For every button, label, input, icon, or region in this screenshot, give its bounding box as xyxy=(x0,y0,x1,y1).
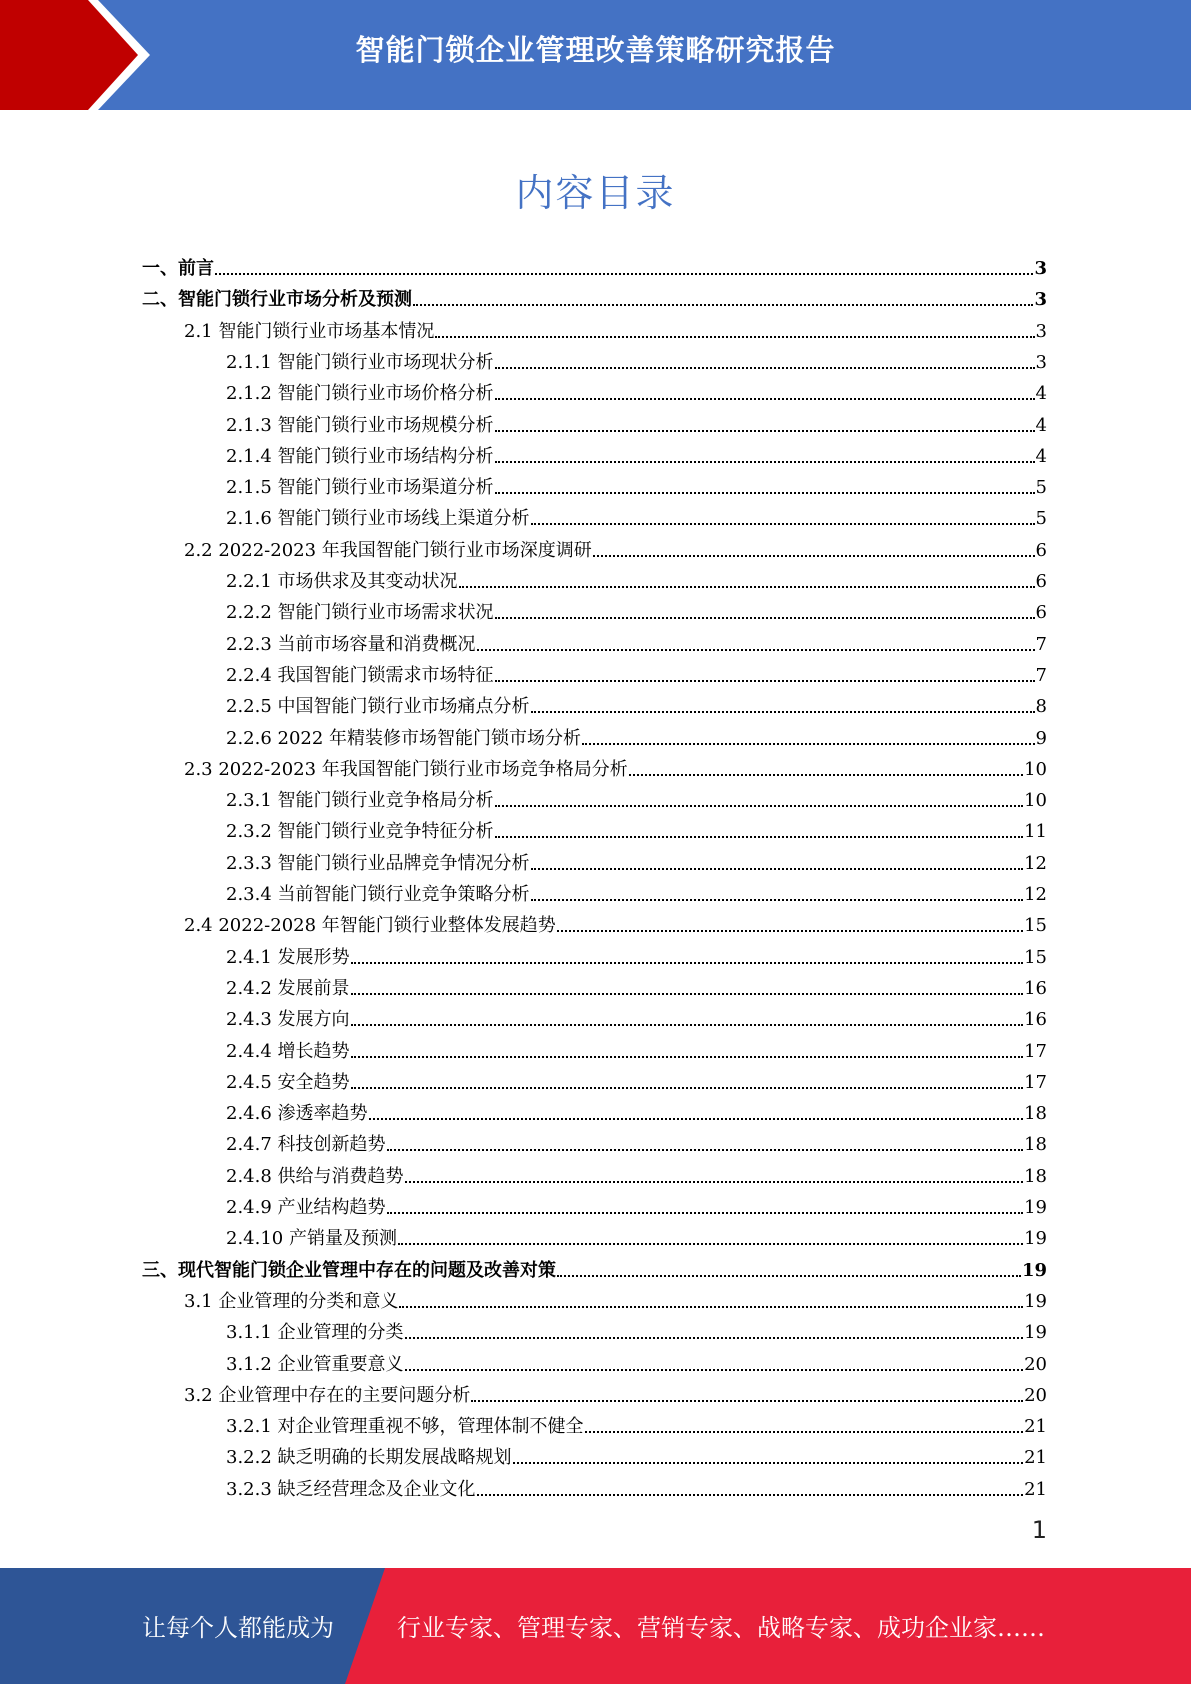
toc-entry-page: 15 xyxy=(1024,915,1047,937)
toc-entry[interactable] xyxy=(226,503,1047,534)
toc-dot-leader xyxy=(495,617,1035,619)
toc-entry[interactable] xyxy=(226,1411,1047,1442)
toc-entry-label: 2.4.1 发展形势 xyxy=(226,946,350,968)
toc-entry-label: 2.1.2 智能门锁行业市场价格分析 xyxy=(226,383,494,405)
toc-dot-leader xyxy=(495,680,1035,682)
toc-entry-page: 18 xyxy=(1024,1103,1047,1125)
toc-dot-leader xyxy=(557,1275,1021,1277)
toc-entry[interactable] xyxy=(226,1317,1047,1348)
toc-entry[interactable] xyxy=(184,1286,1047,1317)
toc-entry-label: 3.1.1 企业管理的分类 xyxy=(226,1322,404,1344)
toc-entry-label: 2.1.5 智能门锁行业市场渠道分析 xyxy=(226,477,494,499)
toc-entry-label: 2.3.4 当前智能门锁行业竞争策略分析 xyxy=(226,884,530,905)
toc-entry-page: 10 xyxy=(1024,790,1047,812)
toc-dot-leader xyxy=(387,1149,1024,1151)
toc-entry-label: 2.4.9 产业结构趋势 xyxy=(226,1197,386,1218)
toc-entry-page: 19 xyxy=(1024,1228,1047,1250)
toc-entry-label: 2.2.1 市场供求及其变动状况 xyxy=(226,571,458,592)
toc-entry[interactable] xyxy=(184,316,1047,347)
footer-banner xyxy=(0,1568,1191,1684)
toc-entry-page: 4 xyxy=(1035,383,1047,405)
toc-entry[interactable] xyxy=(184,1380,1047,1411)
toc-entry[interactable] xyxy=(226,848,1047,879)
toc-entry-page: 3 xyxy=(1034,289,1047,311)
toc-entry-label: 2.2 2022-2023 年我国智能门锁行业市场深度调研 xyxy=(184,539,592,561)
toc-dot-leader xyxy=(495,430,1035,432)
toc-entry[interactable] xyxy=(226,879,1047,910)
toc-entry-label: 2.4.4 增长趋势 xyxy=(226,1040,350,1062)
toc-entry[interactable] xyxy=(226,472,1047,503)
toc-entry-page: 18 xyxy=(1024,1134,1047,1156)
toc-dot-leader xyxy=(477,649,1035,651)
toc-dot-leader xyxy=(495,836,1024,838)
toc-entry-page: 3 xyxy=(1035,351,1047,373)
toc-entry-label: 2.1.1 智能门锁行业市场现状分析 xyxy=(226,351,494,373)
toc-dot-leader xyxy=(495,398,1035,400)
toc-entry-label: 3.1 企业管理的分类和意义 xyxy=(184,1290,399,1312)
toc-entry-label: 2.3 2022-2023 年我国智能门锁行业市场竞争格局分析 xyxy=(184,758,628,780)
toc-entry-label: 二、智能门锁行业市场分析及预测 xyxy=(142,289,412,311)
header-arrow-graphic xyxy=(0,0,160,110)
toc-entry[interactable] xyxy=(226,1223,1047,1254)
footer-slogan-right: 行业专家、管理专家、营销专家、战略专家、成功企业家…… xyxy=(397,1614,1045,1642)
toc-entry-page: 21 xyxy=(1024,1478,1047,1500)
toc-entry[interactable] xyxy=(184,910,1047,941)
toc-entry-page: 19 xyxy=(1024,1290,1047,1312)
toc-dot-leader xyxy=(477,1494,1024,1496)
toc-entry[interactable] xyxy=(226,441,1047,472)
toc-entry[interactable] xyxy=(226,1067,1047,1098)
toc-dot-leader xyxy=(531,868,1024,870)
toc-dot-leader xyxy=(582,743,1034,745)
toc-entry-page: 19 xyxy=(1024,1322,1047,1344)
toc-entry-label: 2.4.2 发展前景 xyxy=(226,977,350,999)
toc-entry-page: 16 xyxy=(1024,977,1047,999)
toc-entry-label: 2.4.7 科技创新趋势 xyxy=(226,1134,386,1156)
toc-entry-page: 15 xyxy=(1024,946,1047,968)
toc-entry[interactable] xyxy=(226,1349,1047,1380)
toc-entry[interactable] xyxy=(226,378,1047,409)
toc-entry[interactable] xyxy=(226,597,1047,628)
toc-dot-leader xyxy=(531,711,1035,713)
toc-entry[interactable] xyxy=(184,535,1047,566)
toc-entry[interactable] xyxy=(226,660,1047,691)
toc-dot-leader xyxy=(495,805,1024,807)
toc-dot-leader xyxy=(495,461,1035,463)
toc-entry-label: 2.4 2022-2028 年智能门锁行业整体发展趋势 xyxy=(184,915,556,937)
toc-dot-leader xyxy=(413,304,1033,306)
toc-entry-page: 12 xyxy=(1024,884,1047,905)
toc-dot-leader xyxy=(513,1462,1024,1464)
toc-entry-page: 18 xyxy=(1024,1165,1047,1187)
toc-entry[interactable] xyxy=(226,410,1047,441)
toc-dot-leader xyxy=(405,1337,1024,1339)
toc-dot-leader xyxy=(405,1369,1024,1371)
toc-entry-page: 17 xyxy=(1024,1071,1047,1093)
toc-dot-leader xyxy=(387,1212,1024,1214)
toc-entry-page: 21 xyxy=(1024,1447,1047,1469)
toc-entry-label: 三、现代智能门锁企业管理中存在的问题及改善对策 xyxy=(142,1259,556,1281)
toc-entry-page: 11 xyxy=(1024,821,1047,843)
toc-entry-page: 17 xyxy=(1024,1040,1047,1062)
toc-entry-label: 2.4.10 产销量及预测 xyxy=(226,1228,397,1250)
toc-entry-page: 7 xyxy=(1035,664,1047,686)
toc-entry-page: 20 xyxy=(1024,1353,1047,1375)
toc-dot-leader xyxy=(351,993,1024,995)
toc-entry-page: 5 xyxy=(1035,477,1047,499)
toc-entry-label: 2.4.5 安全趋势 xyxy=(226,1071,350,1093)
toc-dot-leader xyxy=(351,962,1024,964)
toc-entry-label: 2.2.6 2022 年精装修市场智能门锁市场分析 xyxy=(226,727,582,749)
toc-dot-leader xyxy=(351,1087,1024,1089)
toc-entry-page: 7 xyxy=(1035,633,1047,655)
toc-entry-page: 12 xyxy=(1024,852,1047,874)
header-banner xyxy=(0,0,1191,110)
toc-entry-label: 2.4.8 供给与消费趋势 xyxy=(226,1165,404,1187)
toc-entry-page: 4 xyxy=(1035,414,1047,436)
toc-entry-page: 16 xyxy=(1024,1009,1047,1031)
toc-entry[interactable] xyxy=(226,1004,1047,1035)
toc-entry[interactable] xyxy=(184,754,1047,785)
toc-entry-label: 一、前言 xyxy=(142,258,214,279)
toc-entry-page: 19 xyxy=(1024,1197,1047,1218)
toc-entry[interactable] xyxy=(142,1255,1047,1286)
toc-entry-page: 21 xyxy=(1024,1416,1047,1438)
toc-dot-leader xyxy=(459,586,1035,588)
toc-entry-page: 9 xyxy=(1035,727,1047,749)
toc-dot-leader xyxy=(398,1243,1023,1245)
toc-entry-label: 2.3.1 智能门锁行业竞争格局分析 xyxy=(226,790,494,812)
toc-entry-page: 6 xyxy=(1035,571,1047,592)
toc-entry[interactable] xyxy=(226,1161,1047,1192)
toc-dot-leader xyxy=(435,336,1034,338)
toc-entry-label: 3.2.2 缺乏明确的长期发展战略规划 xyxy=(226,1447,512,1469)
toc-dot-leader xyxy=(495,492,1035,494)
toc-heading: 内容目录 xyxy=(515,171,676,215)
toc-entry-label: 2.1.6 智能门锁行业市场线上渠道分析 xyxy=(226,508,530,530)
footer-slogan-left: 让每个人都能成为 xyxy=(142,1614,334,1642)
toc-entry-page: 6 xyxy=(1035,539,1047,561)
toc-entry-label: 3.2.1 对企业管理重视不够，管理体制不健全 xyxy=(226,1416,584,1438)
toc-entry-label: 2.2.5 中国智能门锁行业市场痛点分析 xyxy=(226,696,530,718)
toc-entry[interactable] xyxy=(226,785,1047,816)
toc-entry-label: 2.4.6 渗透率趋势 xyxy=(226,1103,368,1125)
toc-entry-page: 19 xyxy=(1021,1259,1047,1281)
toc-entry[interactable] xyxy=(226,1098,1047,1129)
toc-entry[interactable] xyxy=(226,691,1047,722)
toc-dot-leader xyxy=(351,1024,1024,1026)
toc-dot-leader xyxy=(405,1181,1024,1183)
toc-entry-label: 2.1.3 智能门锁行业市场规模分析 xyxy=(226,414,494,436)
toc-dot-leader xyxy=(557,930,1023,932)
toc-entry[interactable] xyxy=(226,1442,1047,1473)
toc-dot-leader xyxy=(585,1431,1024,1433)
toc-dot-leader xyxy=(531,899,1024,901)
toc-entry-label: 2.2.3 当前市场容量和消费概况 xyxy=(226,633,476,655)
toc-entry[interactable] xyxy=(226,1036,1047,1067)
toc-entry[interactable] xyxy=(226,347,1047,378)
toc-entry-label: 2.4.3 发展方向 xyxy=(226,1009,350,1031)
report-title: 智能门锁企业管理改善策略研究报告 xyxy=(355,33,836,67)
toc-entry-label: 3.1.2 企业管重要意义 xyxy=(226,1353,404,1375)
toc-entry[interactable] xyxy=(226,816,1047,847)
toc-entry-page: 3 xyxy=(1034,258,1047,279)
toc-entry-label: 3.2 企业管理中存在的主要问题分析 xyxy=(184,1384,471,1406)
toc-dot-leader xyxy=(369,1118,1024,1120)
toc-entry[interactable] xyxy=(226,1192,1047,1223)
toc-entry-page: 8 xyxy=(1035,696,1047,718)
toc-entry[interactable] xyxy=(226,1129,1047,1160)
toc-entry-label: 2.3.3 智能门锁行业品牌竞争情况分析 xyxy=(226,852,530,874)
toc-entry-page: 4 xyxy=(1035,445,1047,467)
page-number: 1 xyxy=(1031,1516,1047,1544)
toc-entry-label: 2.1 智能门锁行业市场基本情况 xyxy=(184,320,435,342)
toc-entry[interactable] xyxy=(226,973,1047,1004)
toc-entry[interactable] xyxy=(226,566,1047,597)
toc-entry-label: 2.2.4 我国智能门锁需求市场特征 xyxy=(226,664,494,686)
toc-dot-leader xyxy=(215,273,1033,275)
toc-entry-page: 3 xyxy=(1035,320,1047,342)
toc-dot-leader xyxy=(351,1056,1024,1058)
toc-entry-page: 6 xyxy=(1035,602,1047,624)
toc-entry[interactable] xyxy=(142,253,1047,284)
toc-entry-label: 2.2.2 智能门锁行业市场需求状况 xyxy=(226,602,494,624)
toc-dot-leader xyxy=(629,774,1023,776)
toc-entry[interactable] xyxy=(226,629,1047,660)
toc-entry-label: 3.2.3 缺乏经营理念及企业文化 xyxy=(226,1478,476,1500)
toc-dot-leader xyxy=(399,1306,1023,1308)
toc-entry[interactable] xyxy=(226,1474,1047,1505)
toc-dot-leader xyxy=(593,555,1035,557)
toc-entry[interactable] xyxy=(226,723,1047,754)
toc-dot-leader xyxy=(471,1400,1023,1402)
toc-entry-page: 20 xyxy=(1024,1384,1047,1406)
toc-entry[interactable] xyxy=(142,284,1047,315)
toc-entry[interactable] xyxy=(226,942,1047,973)
toc-dot-leader xyxy=(531,523,1035,525)
toc-entry-label: 2.3.2 智能门锁行业竞争特征分析 xyxy=(226,821,494,843)
toc-dot-leader xyxy=(495,367,1035,369)
toc-entry-page: 5 xyxy=(1035,508,1047,530)
toc-entry-page: 10 xyxy=(1024,758,1047,780)
toc-entry-label: 2.1.4 智能门锁行业市场结构分析 xyxy=(226,445,494,467)
